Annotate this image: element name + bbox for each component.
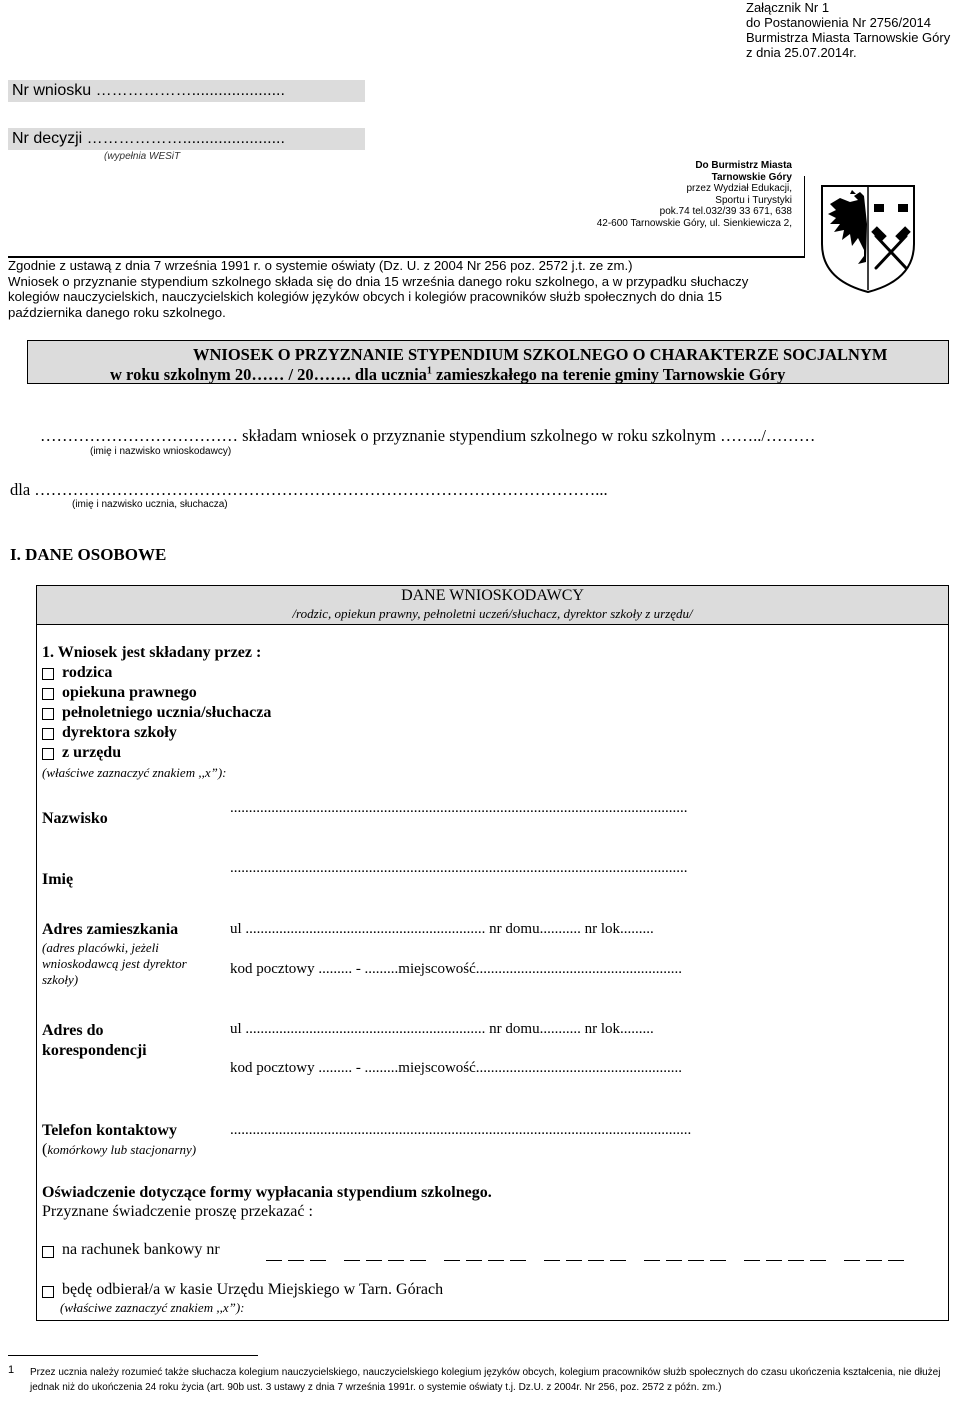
form-subtitle — [110, 365, 785, 385]
form-subtitle-part-2: zamieszkałego na terenie gminy Tarnowskie Góry — [431, 365, 786, 384]
cash-label: będę odbierał/a w kasie Urzędu Miejskiego w Tarn. Górach — [62, 1281, 444, 1298]
address-block — [42, 920, 212, 988]
addressee-line-6: 42-600 Tarnowskie Góry, ul. Sienkiewicza 2, — [596, 217, 792, 229]
option-guardian[interactable] — [42, 683, 271, 703]
decision-number[interactable]: Nr decyzji ………………....................... — [8, 128, 365, 150]
legal-basis-text: Zgodnie z ustawą z dnia 7 września 1991 r. o systemie oświaty (Dz. U. z 2004 Nr 256 poz. 2572 j.t. ze zm.) — [8, 258, 633, 273]
address-note: (adres placówki, jeżeli wnioskodawcą jest dyrektor szkoły) — [42, 940, 187, 987]
applicant-line[interactable]: ……………………………… składam wniosek o przyznanie stypendium szkolnego w roku szkolnym ……../……… — [40, 426, 816, 445]
divider-vertical — [804, 176, 805, 256]
annex-line-1: Załącznik Nr 1 — [746, 0, 830, 15]
correspondence-postal-field[interactable]: kod pocztowy ......... - .........miejscowość....................................................... — [230, 1060, 683, 1076]
form-title-box — [27, 340, 949, 384]
applicant-data-subtitle: /rodzic, opiekun prawny, pełnoletni uczeń/słuchacz, dyrektor szkoły z urzędu/ — [292, 606, 693, 621]
addressee-line-2: Tarnowskie Góry — [711, 171, 792, 183]
form-subtitle-part-1: w roku szkolnym 20…… / 20……. dla ucznia — [110, 365, 427, 384]
declaration-hint: (właściwe zaznaczyć znakiem ,,x”): — [60, 1300, 245, 1315]
addressee-line-4: Sportu i Turystyki — [715, 194, 792, 206]
phone-note-paren: ( — [42, 1141, 48, 1158]
footnote — [8, 1365, 958, 1395]
addressee-line-3: przez Wydział Edukacji, — [686, 183, 792, 194]
annex-line-4: z dnia 25.07.2014r. — [746, 45, 857, 60]
question-1-title: 1. Wniosek jest składany przez : — [42, 644, 262, 661]
option-cash-desk[interactable] — [42, 1281, 443, 1299]
section-title: I. DANE OSOBOWE — [10, 545, 167, 564]
footnote-divider — [8, 1355, 258, 1356]
option-label: z urzędu — [62, 744, 122, 761]
question-1 — [42, 643, 271, 783]
address-label: Adres zamieszkania — [42, 921, 179, 938]
phone-note-text: komórkowy lub stacjonarny) — [47, 1142, 197, 1157]
form-title: WNIOSEK O PRZYZNANIE STYPENDIUM SZKOLNEGO O CHARAKTERZE SOCJALNYM — [193, 345, 888, 364]
correspondence-street-field[interactable]: ul ................................................................ nr domu........... nr lok......... — [230, 1021, 654, 1037]
option-ex-officio[interactable] — [42, 743, 271, 763]
checkbox-icon[interactable] — [42, 668, 54, 680]
checkbox-icon[interactable] — [42, 708, 54, 720]
annex-line-2: do Postanowienia Nr 2756/2014 — [746, 15, 932, 30]
address-postal-field[interactable]: kod pocztowy ......... - .........miejscowość....................................................... — [230, 961, 683, 977]
phone-label: Telefon kontaktowy — [42, 1122, 177, 1139]
option-parent[interactable] — [42, 663, 271, 683]
deadline-text: Wniosek o przyznanie stypendium szkolnego składa się do dnia 15 września danego roku szkolnego, a w przypadku słuchaczy kolegiów nauczycielskich, nauczycielskich kolegiów języków obcych i kolegiów pracowników służb społecznych do dnia 15 października danego roku szkolnego. — [8, 273, 749, 320]
declaration-text: Przyznane świadczenie proszę przekazać : — [42, 1203, 313, 1220]
coat-of-arms-icon — [820, 184, 916, 294]
option-label: rodzica — [62, 664, 113, 681]
annex-line-3: Burmistrza Miasta Tarnowskie Góry — [746, 30, 951, 45]
addressee-block — [590, 160, 792, 229]
payment-declaration — [42, 1183, 492, 1221]
address-street-field[interactable]: ul ................................................................ nr domu........... nr lok......... — [230, 921, 654, 937]
option-school-director[interactable] — [42, 723, 271, 743]
student-line[interactable]: dla …………………………………………………………………………………………... — [10, 480, 608, 499]
phone-block — [42, 1121, 232, 1159]
option-label: opiekuna prawnego — [62, 684, 197, 701]
checkbox-icon[interactable] — [42, 1286, 54, 1298]
addressee-line-5: pok.74 tel.032/39 33 671, 638 — [659, 206, 792, 217]
footnote-marker: 1 — [426, 365, 432, 377]
applicant-caption: (imię i nazwisko wnioskodawcy) — [90, 446, 232, 457]
surname-field[interactable]: .......................................................................................................................... — [230, 800, 688, 816]
annex-header — [746, 0, 950, 60]
correspondence-label: Adres do korespondencji — [42, 1022, 147, 1059]
option-adult-student[interactable] — [42, 703, 271, 723]
applicant-data-title: DANE WNIOSKODAWCY — [401, 587, 584, 604]
filled-by-note: (wypełnia WESiT — [104, 151, 181, 162]
student-caption: (imię i nazwisko ucznia, słuchacza) — [72, 499, 228, 510]
applicant-data-header — [36, 585, 949, 625]
checkbox-icon[interactable] — [42, 748, 54, 760]
bank-label: na rachunek bankowy nr — [62, 1241, 220, 1258]
footnote-number: 1 — [8, 1364, 15, 1376]
surname-label: Nazwisko — [42, 810, 108, 827]
application-number[interactable]: Nr wniosku ………………..................... — [8, 80, 365, 102]
phone-note — [42, 1141, 232, 1159]
declaration-title: Oświadczenie dotyczące formy wypłacania stypendium szkolnego. — [42, 1184, 492, 1201]
option-label: dyrektora szkoły — [62, 724, 177, 741]
checkbox-icon[interactable] — [42, 1246, 54, 1258]
option-label: pełnoletniego ucznia/słuchacza — [62, 704, 272, 721]
bank-account-field[interactable] — [266, 1251, 910, 1269]
name-label: Imię — [42, 871, 74, 888]
checkbox-icon[interactable] — [42, 688, 54, 700]
question-1-hint: (właściwe zaznaczyć znakiem ,,x”): — [42, 765, 227, 780]
correspondence-block — [42, 1021, 212, 1061]
phone-field[interactable]: ........................................................................................................................... — [230, 1122, 692, 1138]
addressee-line-1: Do Burmistrz Miasta — [695, 160, 792, 171]
checkbox-icon[interactable] — [42, 728, 54, 740]
footnote-text: Przez ucznia należy rozumieć także słuchacza kolegium nauczycielskiego, nauczycielskiego kolegium języków obcych, kolegium pracowników służb społecznych do czasu ukończenia kształcenia, nie dłużej jednak niż do ukończenia 24 roku życia (art. 90b ust. 3 ustawy z dnia 7 września 1991r. o systemie oświaty t.j. Dz.U. z 2004r. Nr 256, poz. 2572 z późn. zm.) — [30, 1367, 941, 1393]
name-field[interactable]: .......................................................................................................................... — [230, 860, 688, 876]
legal-basis — [8, 258, 798, 320]
option-bank-transfer[interactable] — [42, 1241, 220, 1259]
